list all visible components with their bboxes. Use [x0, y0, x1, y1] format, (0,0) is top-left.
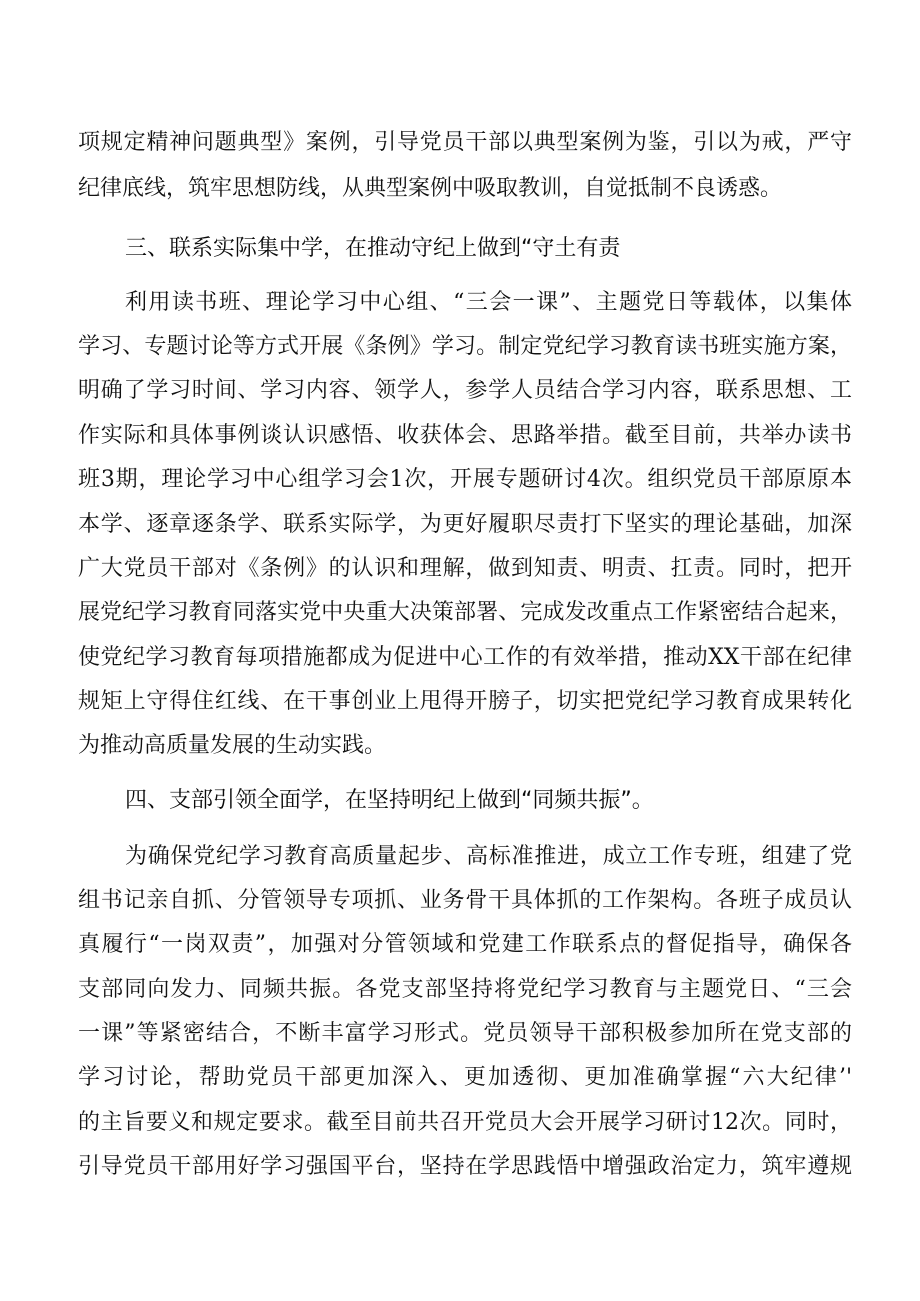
section-3-line-9: 使党纪学习教育每项措施都成为促进中心工作的有效举措，推动XX干部在纪律 [78, 645, 852, 670]
section-4-line-3: 真履行“一岗双责”，加强对分管领域和党建工作联系点的督促指导，确保各 [78, 932, 852, 957]
section-3-line-5: 班3期，理论学习中心组学习会1次，开展专题研讨4次。组织党员干部原原本 [78, 467, 852, 492]
section-3-line-10: 规矩上守得住红线、在干事创业上甩得开膀子，切实把党纪学习教育成果转化 [78, 689, 852, 714]
section-3-line-7: 广大党员干部对《条例》的认识和理解，做到知责、明责、扛责。同时，把开 [78, 556, 852, 581]
section-4-heading: 四、支部引领全面学，在坚持明纪上做到“同频共振”。 [125, 788, 654, 813]
intro-line-1: 项规定精神问题典型》案例，引导党员干部以典型案例为鉴，引以为戒，严守 [78, 130, 852, 155]
section-3-line-1: 利用读书班、理论学习中心组、“三会一课”、主题党日等载体，以集体 [125, 290, 852, 315]
section-4-line-2: 组书记亲自抓、分管领导专项抓、业务骨干具体抓的工作架构。各班子成员认 [78, 888, 852, 913]
section-4-line-1: 为确保党纪学习教育高质量起步、高标准推进，成立工作专班，组建了党 [125, 844, 852, 869]
section-4-line-5: 一课”等紧密结合，不断丰富学习形式。党员领导干部积极参加所在党支部的 [78, 1021, 852, 1046]
section-3-line-3: 明确了学习时间、学习内容、领学人，参学人员结合学习内容，联系思想、工 [78, 378, 852, 403]
section-3-line-4: 作实际和具体事例谈认识感悟、收获体会、思路举措。截至目前，共举办读书 [78, 423, 852, 448]
section-4-line-6: 学习讨论，帮助党员干部更加深入、更加透彻、更加准确掌握“六大纪律’' [78, 1065, 852, 1090]
section-3-line-2: 学习、专题讨论等方式开展《条例》学习。制定党纪学习教育读书班实施方案， [78, 334, 852, 359]
section-3-line-8: 展党纪学习教育同落实党中央重大决策部署、完成发改重点工作紧密结合起来， [78, 600, 852, 625]
section-3-heading: 三、联系实际集中学，在推动守纪上做到“守土有责 [125, 236, 621, 261]
intro-line-2: 纪律底线，筑牢思想防线，从典型案例中吸取教训，自觉抵制不良诱惑。 [78, 176, 783, 201]
section-3-line-11: 为推动高质量发展的生动实践。 [78, 733, 387, 758]
section-4-line-4: 支部同向发力、同频共振。各党支部坚持将党纪学习教育与主题党日、“三会 [78, 977, 852, 1002]
section-4-line-7: 的主旨要义和规定要求。截至目前共召开党员大会开展学习研讨12次。同时， [78, 1110, 852, 1135]
section-4-line-8: 引导党员干部用好学习强国平台，坚持在学思践悟中增强政治定力，筑牢遵规 [78, 1154, 852, 1179]
section-3-line-6: 本学、逐章逐条学、联系实际学，为更好履职尽责打下坚实的理论基础，加深 [78, 512, 852, 537]
